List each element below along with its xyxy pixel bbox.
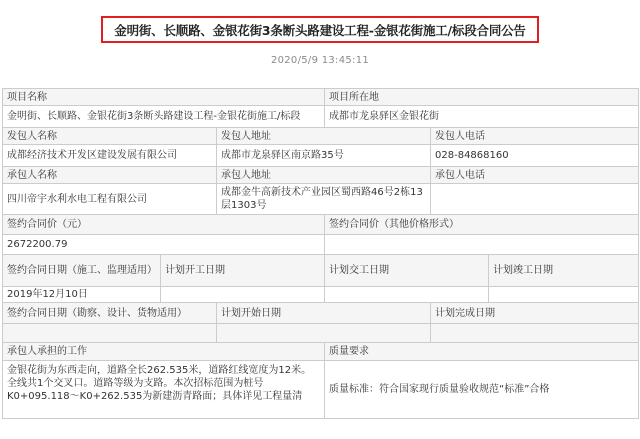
contractor-label: 承包人名称 [3, 167, 217, 184]
contractor-phone-value [431, 184, 639, 215]
planned-start-label: 计划开工日期 [161, 255, 325, 287]
project-name-label: 项目名称 [3, 89, 325, 106]
contract-date-construction-value: 2019年12月10日 [3, 287, 161, 303]
contractor-value: 四川帝宇水利水电工程有限公司 [3, 184, 217, 215]
work-description: 金银花街为东西走向，道路全长262.535米，道路红线宽度为12米。全线共1个交叉口。道路等级为支路。本次招标范围为桩号K0+095.118～K0+262.535为新建沥青路面；具体详见工程量清 [3, 361, 325, 419]
employer-value: 成都经济技术开发区建设发展有限公司 [3, 145, 217, 167]
contract-info-table [2, 88, 639, 419]
page-title: 金明街、长顺路、金银花街3条断头路建设工程-金银花街施工/标段合同公告 [101, 16, 539, 43]
contract-price-label: 签约合同价（元） [3, 215, 325, 235]
employer-address-value: 成都市龙泉驿区南京路35号 [217, 145, 431, 167]
quality-requirement: 质量标准：符合国家现行质量验收规范“标准”合格 [325, 361, 639, 419]
project-name-value: 金明街、长顺路、金银花街3条断头路建设工程-金银花街施工/标段 [3, 106, 325, 128]
quality-label: 质量要求 [325, 343, 639, 361]
planned-completion-label: 计划竣工日期 [489, 255, 639, 287]
contractor-address-value: 成都金牛高新技术产业园区蜀西路46号2栋13层1303号 [217, 184, 431, 215]
project-location-value: 成都市龙泉驿区金银花街 [325, 106, 639, 128]
publish-date: 2020/5/9 13:45:11 [270, 55, 370, 66]
planned-finish-label: 计划完成日期 [431, 303, 639, 324]
contractor-phone-label: 承包人电话 [431, 167, 639, 184]
employer-address-label: 发包人地址 [217, 128, 431, 145]
project-location-label: 项目所在地 [325, 89, 639, 106]
contractor-address-label: 承包人地址 [217, 167, 431, 184]
contract-date-construction-label: 签约合同日期（施工、监理适用） [3, 255, 161, 287]
contract-price-other-label: 签约合同价（其他价格形式） [325, 215, 639, 235]
planned-handover-label: 计划交工日期 [325, 255, 489, 287]
employer-label: 发包人名称 [3, 128, 217, 145]
employer-phone-value: 028-84868160 [431, 145, 639, 167]
contract-price-other-value [325, 235, 639, 255]
contract-price-value: 2672200.79 [3, 235, 325, 255]
employer-phone-label: 发包人电话 [431, 128, 639, 145]
contract-date-survey-label: 签约合同日期（勘察、设计、货物适用） [3, 303, 217, 324]
planned-begin-label: 计划开始日期 [217, 303, 431, 324]
work-label: 承包人承担的工作 [3, 343, 325, 361]
